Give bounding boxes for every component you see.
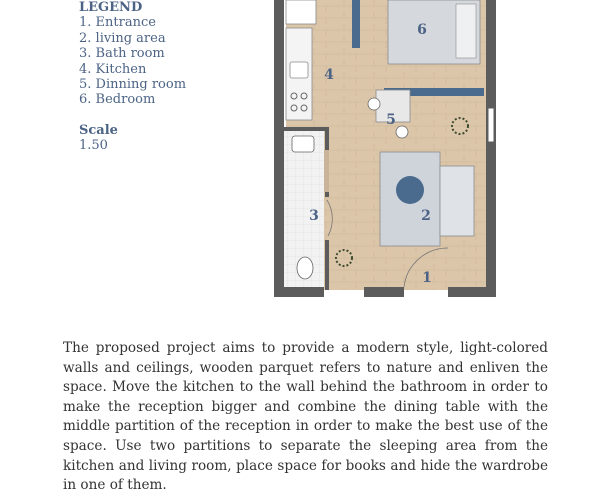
wall-right: [486, 0, 496, 297]
legend: [79, 0, 186, 108]
toilet: [297, 257, 313, 279]
fridge: [286, 0, 316, 24]
wall-bottom-mid: [364, 287, 404, 297]
partition-bedroom: [352, 0, 360, 48]
legend-item-entrance: 1. Entrance: [79, 15, 156, 31]
bathroom-wall-top: [284, 127, 328, 131]
partition-living: [324, 150, 329, 192]
sofa: [440, 166, 474, 236]
room-number-3: 3: [309, 208, 319, 224]
dining-chair: [368, 98, 380, 110]
kitchen-sink: [290, 62, 308, 78]
room-number-4: 4: [324, 67, 334, 83]
wall-left: [274, 0, 284, 297]
room-number-2: 2: [421, 208, 431, 224]
legend-title: LEGEND: [79, 0, 143, 15]
bed-pillows: [456, 4, 476, 58]
project-description: The proposed project aims to provide a modern style, light-colored walls and ceilings, wooden parquet refers to nature and enliven the space. Move the kitchen to the wall behind the bathroom in order to make the reception bigger and combine the dining table with the middle partition of the reception in order to make the best use of the space. Use two partitions to separate the sleeping area from the kitchen and living room, place space for books and hide the wardrobe in one of them.: [63, 340, 548, 494]
legend-item-kitchen: 4. Kitchen: [79, 61, 147, 77]
scale-title: Scale: [79, 123, 118, 138]
legend-item-bedroom: 6. Bedroom: [79, 92, 156, 108]
wall-bottom-right: [448, 287, 496, 297]
scale-value: 1.50: [79, 138, 108, 154]
bath-sink: [292, 136, 314, 152]
legend-item-bath-room: 3. Bath room: [79, 46, 165, 62]
dining-chair: [396, 126, 408, 138]
wall-bottom-left: [274, 287, 324, 297]
bathroom-wall-right-low: [325, 240, 329, 290]
coffee-table: [396, 176, 424, 204]
room-number-6: 6: [417, 22, 427, 38]
scale: [79, 123, 118, 154]
room-number-5: 5: [386, 112, 396, 128]
floor-plan: [272, 0, 502, 300]
room-number-1: 1: [422, 270, 432, 286]
window-right: [488, 108, 494, 142]
legend-item-dinning-room: 5. Dinning room: [79, 77, 187, 93]
legend-item-living-area: 2. living area: [79, 30, 166, 46]
